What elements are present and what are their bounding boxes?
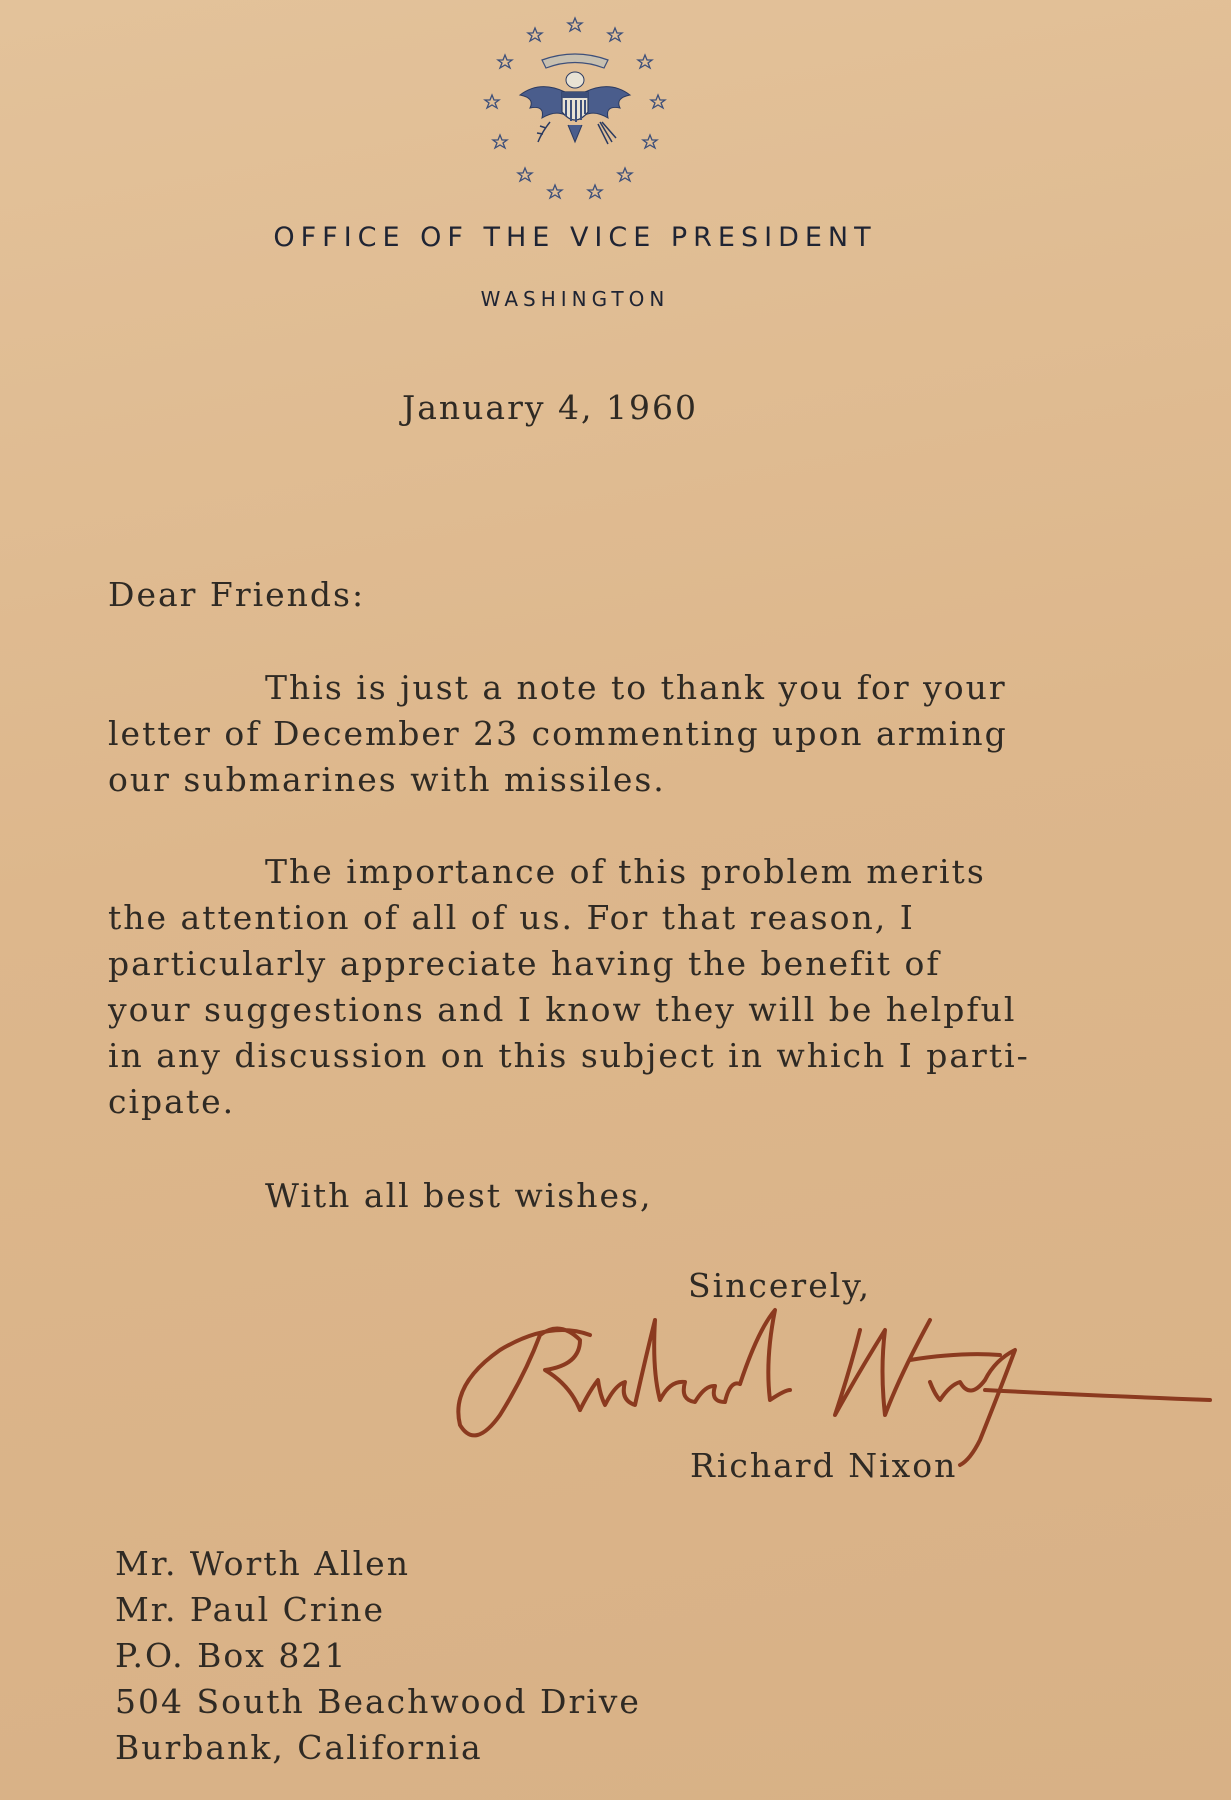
recipient-line-2: Mr. Paul Crine [115, 1590, 385, 1629]
paragraph-2-line-3: particularly appreciate having the benefit of [108, 944, 941, 983]
letterhead-city: WASHINGTON [480, 287, 670, 311]
letterhead-office: OFFICE OF THE VICE PRESIDENT [273, 222, 877, 253]
closing-wishes: With all best wishes, [265, 1176, 653, 1215]
recipient-line-4: 504 South Beachwood Drive [115, 1682, 641, 1721]
eagle-head [566, 72, 584, 88]
olive-branch [537, 122, 550, 142]
paragraph-2-line-6: cipate. [108, 1082, 236, 1121]
paragraph-1-line-2: letter of December 23 commenting upon arming [108, 714, 1008, 753]
paragraph-1-line-1: This is just a note to thank you for your [265, 668, 1007, 707]
shield-chief [562, 92, 588, 98]
typed-signature-name: Richard Nixon [690, 1446, 958, 1485]
valediction: Sincerely, [688, 1266, 872, 1305]
eagle-right-wing [585, 87, 630, 118]
salutation: Dear Friends: [108, 575, 366, 614]
vice-president-seal [480, 10, 670, 200]
eagle-tail [568, 125, 582, 142]
paragraph-2-line-5: in any discussion on this subject in which I parti- [108, 1036, 1030, 1075]
arrows [598, 122, 616, 144]
seal-banner [542, 54, 608, 68]
eagle-left-wing [520, 87, 565, 118]
letter-date: January 4, 1960 [402, 388, 698, 427]
paragraph-2-line-2: the attention of all of us. For that reason, I [108, 898, 915, 937]
recipient-line-1: Mr. Worth Allen [115, 1544, 410, 1583]
paragraph-2-line-4: your suggestions and I know they will be helpful [108, 990, 1017, 1029]
recipient-line-5: Burbank, California [115, 1728, 483, 1767]
recipient-line-3: P.O. Box 821 [115, 1636, 348, 1675]
paragraph-1-line-3: our submarines with missiles. [108, 760, 666, 799]
paragraph-2-line-1: The importance of this problem merits [265, 852, 986, 891]
